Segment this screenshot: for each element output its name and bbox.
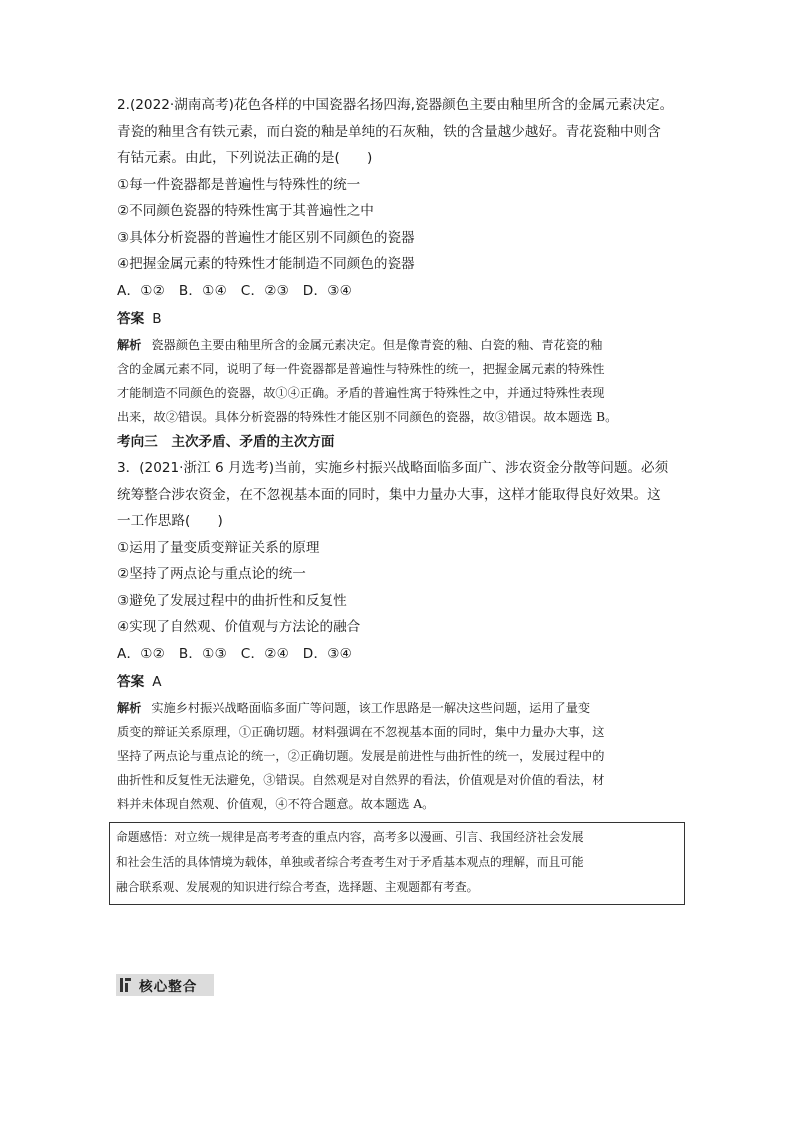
section-heading: 考向三 主次矛盾、矛盾的主次方面 [117,433,335,450]
q3-options: A．①② B．①③ C．②④ D．③④ [117,645,353,662]
q2-analysis-text-1: 瓷器颜色主要由釉里所含的金属元素决定。但是像青瓷的釉、白瓷的釉、青花瓷的釉 [151,337,603,352]
q3-item-4: ④实现了自然观、价值观与方法论的融合 [117,619,361,635]
note-line-2: 和社会生活的具体情境为载体，单独或者综合考查考生对于矛盾基本观点的理解，而且可能 [116,854,584,869]
q3-analysis-line-5: 料并未体现自然观、价值观，④不符合题意。故本题选 A。 [117,796,435,811]
q2-stem-line-1: 2.(2022·湖南高考)花色各样的中国瓷器名扬四海,瓷器颜色主要由釉里所含的金属元素决定。 [117,97,674,113]
note-line-1: 命题感悟：对立统一规律是高考考查的重点内容，高考多以漫画、引言、我国经济社会发展 [116,829,584,844]
q2-stem-line-2: 青瓷的釉里含有铁元素，而白瓷的釉是单纯的石灰釉，铁的含量越少越好。青花瓷釉中则含 [117,123,661,140]
q2-analysis-label: 解析 [117,337,142,352]
core-integration-title: 核心整合 [139,979,198,995]
q3-analysis-text-1: 实施乡村振兴战略面临多面广等问题，该工作思路是一解决这些问题，运用了量变 [151,700,591,715]
q3-item-1: ①运用了量变质变辩证关系的原理 [117,539,320,556]
q3-analysis-line-2: 质变的辩证关系原理，①正确切题。材料强调在不忽视基本面的同时，集中力量办大事，这 [117,724,605,739]
q3-analysis-line-4: 曲折性和反复性无法避免，③错误。自然观是对自然界的看法，价值观是对价值的看法，材 [117,772,605,787]
q2-stem-line-3: 有钴元素。由此，下列说法正确的是( ) [117,150,373,166]
insight-note-box [109,822,685,905]
q3-item-2: ②坚持了两点论与重点论的统一 [117,566,306,582]
q2-analysis-line-2: 含的金属元素不同，说明了每一件瓷器都是普遍性与特殊性的统一，把握金属元素的特殊性 [117,361,605,376]
q2-analysis-line-4: 出来，故②错误。具体分析瓷器的特殊性才能区别不同颜色的瓷器，故③错误。故本题选 B。 [117,409,618,424]
q3-answer-label: 答案 [117,674,145,690]
q3-answer [117,669,687,696]
question-2 [117,92,687,429]
q2-answer-value: B [152,311,162,327]
section-marker-icon [120,978,131,992]
q3-analysis-line-1 [117,696,687,720]
q2-answer-label: 答案 [117,311,145,327]
q3-stem-line-2: 统筹整合涉农资金，在不忽视基本面的同时，集中力量办大事，这样才能取得良好效果。这 [117,486,661,503]
core-integration-header [116,974,214,996]
note-line-3: 融合联系观、发展观的知识进行综合考查，选择题、主观题都有考查。 [116,879,479,894]
q2-item-4: ④把握金属元素的特殊性才能制造不同颜色的瓷器 [117,256,415,272]
q3-stem-line-1: 3．(2021·浙江 6 月选考)当前，实施乡村振兴战略面临多面广、涉农资金分散等问题。必须 [117,460,669,476]
q3-analysis-label: 解析 [117,700,142,715]
q3-stem-line-3: 一工作思路( ) [117,513,223,529]
q3-analysis-line-3: 坚持了两点论与重点论的统一，②正确切题。发展是前进性与曲折性的统一，发展过程中的 [117,748,605,763]
q3-item-3: ③避免了发展过程中的曲折性和反复性 [117,592,347,609]
q2-answer [117,306,687,333]
q2-item-2: ②不同颜色瓷器的特殊性寓于其普遍性之中 [117,203,374,219]
q2-item-3: ③具体分析瓷器的普遍性才能区别不同颜色的瓷器 [117,229,415,246]
q2-item-1: ①每一件瓷器都是普遍性与特殊性的统一 [117,176,361,193]
question-3 [117,455,687,816]
document-body [117,92,687,905]
q2-analysis-line-1 [117,333,687,357]
q3-answer-value: A [152,674,162,690]
q2-options: A．①② B．①④ C．②③ D．③④ [117,282,353,299]
q2-analysis-line-3: 才能制造不同颜色的瓷器，故①④正确。矛盾的普遍性寓于特殊性之中，并通过特殊性表现 [117,385,605,400]
